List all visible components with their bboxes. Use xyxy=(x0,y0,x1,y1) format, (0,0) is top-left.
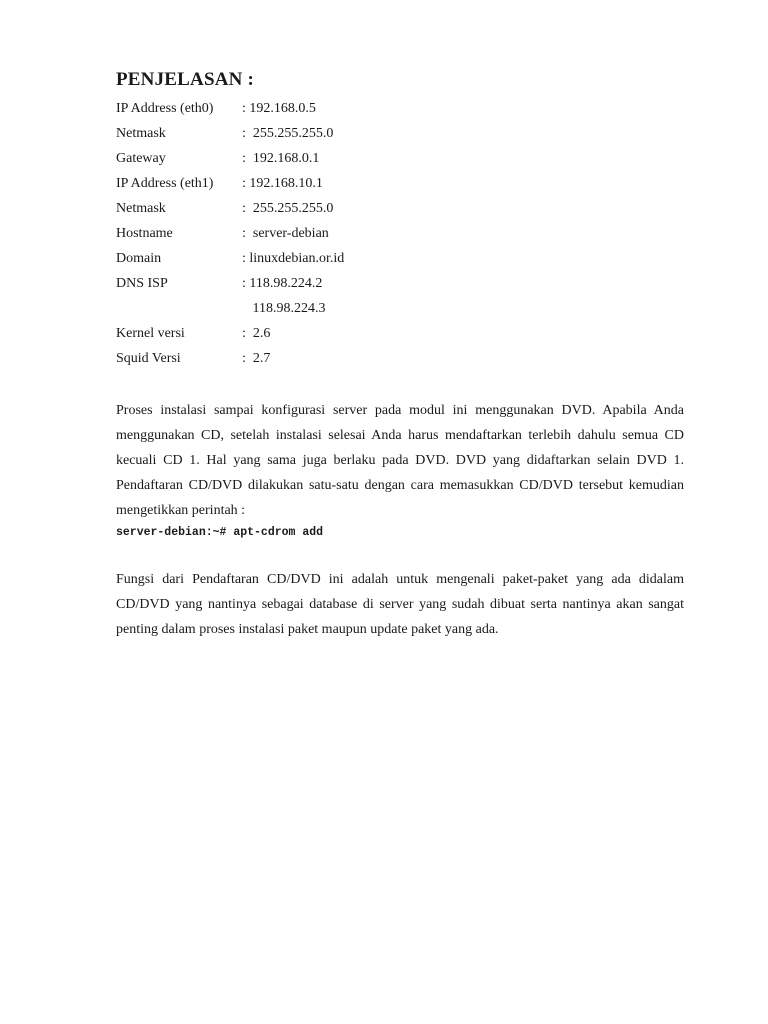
spec-value: : 192.168.0.5 xyxy=(242,100,316,116)
spec-value: : 255.255.255.0 xyxy=(242,125,334,141)
spec-row xyxy=(116,121,344,146)
spec-row xyxy=(116,171,344,196)
spec-value: : server-debian xyxy=(242,225,329,241)
spec-label: Gateway xyxy=(116,150,166,166)
command-line: server-debian:~# apt-cdrom add xyxy=(116,526,324,539)
spec-label: Kernel versi xyxy=(116,325,185,341)
spec-row xyxy=(116,271,344,296)
spec-label: IP Address (eth0) xyxy=(116,100,214,116)
spec-label: Netmask xyxy=(116,125,166,141)
paragraph-installation: Proses instalasi sampai konfigurasi server pada modul ini menggunakan DVD. Apabila Anda menggunakan CD, setelah instalasi selesai Anda harus mendaftarkan terlebih dahulu semua CD kecuali CD 1. Hal yang sama juga berlaku pada DVD. DVD yang didaftarkan selain DVD 1. Pendaftaran CD/DVD dilakukan satu-satu dengan cara memasukkan CD/DVD tersebut kemudian mengetikkan perintah : xyxy=(116,403,684,518)
spec-value: : 2.7 xyxy=(242,350,271,366)
spec-row xyxy=(116,196,344,221)
spec-label: Netmask xyxy=(116,200,166,216)
spec-row xyxy=(116,146,344,171)
spec-value: 118.98.224.3 xyxy=(242,300,326,316)
spec-label: Domain xyxy=(116,250,162,266)
page-title: PENJELASAN : xyxy=(116,69,255,90)
spec-row xyxy=(116,96,344,121)
spec-row xyxy=(116,221,344,246)
spec-value: : 192.168.10.1 xyxy=(242,175,323,191)
spec-row xyxy=(116,321,344,346)
paragraph-function: Fungsi dari Pendaftaran CD/DVD ini adalah untuk mengenali paket-paket yang ada didalam CD/DVD yang nantinya sebagai database di server yang sudah dibuat serta nantinya akan sangat penting dalam proses instalasi paket maupun update paket yang ada. xyxy=(116,572,684,637)
spec-value: : 2.6 xyxy=(242,325,271,341)
spec-label: DNS ISP xyxy=(116,275,168,291)
spec-label xyxy=(116,296,242,321)
spec-table xyxy=(116,96,344,371)
spec-row xyxy=(116,346,344,371)
spec-value: : 192.168.0.1 xyxy=(242,150,320,166)
spec-value: : 255.255.255.0 xyxy=(242,200,334,216)
document-page xyxy=(116,66,684,642)
spec-label: Hostname xyxy=(116,225,173,241)
spec-label: IP Address (eth1) xyxy=(116,175,214,191)
spec-row xyxy=(116,246,344,271)
spec-row xyxy=(116,296,344,321)
spec-value: : linuxdebian.or.id xyxy=(242,250,345,266)
spec-table-body xyxy=(116,96,344,371)
spec-value: : 118.98.224.2 xyxy=(242,275,323,291)
spec-label: Squid Versi xyxy=(116,350,181,366)
